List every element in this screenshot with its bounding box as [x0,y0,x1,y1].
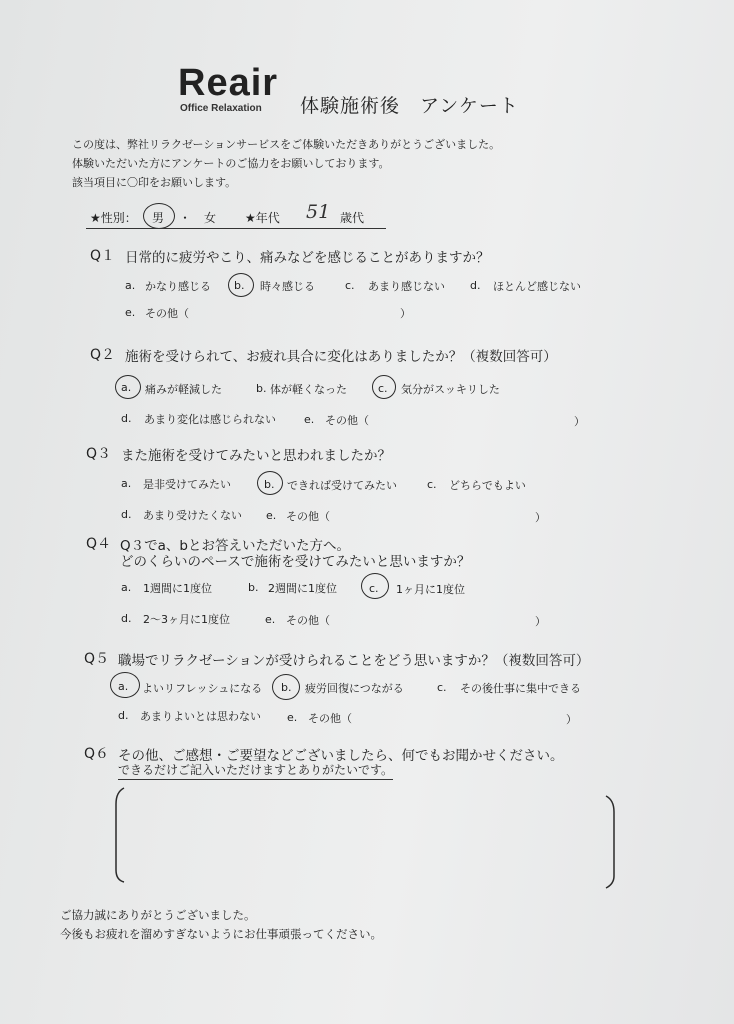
q4-text: Q３でa、bとお答えいただいた方へ。 [120,538,350,554]
q5-number: Q５ [84,651,110,667]
q4-option-d[interactable]: 2～3ヶ月に1度位 [143,613,230,626]
answer-circle-q5-a [110,672,140,698]
q3-number: Q３ [86,446,112,462]
q2-option-e[interactable]: その他（ [325,414,369,427]
intro-line-2: 体験いただいた方にアンケートのご協力をお願いしております。 [72,157,390,170]
q4-option-e-key: e. [265,613,276,626]
q1-option-e-key: e. [125,306,136,319]
q4-text-2: どのくらいのペースで施術を受けてみたいと思いますか？ [120,554,471,570]
q5-option-b[interactable]: 疲労回復につながる [305,682,404,695]
q6-comment-box[interactable] [110,784,630,894]
q3-option-b-key: b. [264,478,275,491]
q1-option-b[interactable]: 時々感じる [260,280,315,293]
comment-bracket-left [116,788,124,882]
gender-option-female[interactable]: 女 [204,211,217,225]
answer-circle-q5-b [272,674,300,700]
q3-option-c[interactable]: どちらでもよい [449,479,526,492]
q2-option-d-key: d. [121,412,132,425]
answer-circle-q4-c [361,573,389,599]
q1-option-a[interactable]: かなり感じる [145,280,211,293]
q6-number: Q６ [84,746,110,762]
q2-option-c[interactable]: 気分がスッキリした [401,383,500,396]
gender-label: ★性別： [90,211,137,225]
q2-option-a-key: a. [121,381,132,394]
answer-circle-q2-a [115,375,141,399]
answer-circle-q2-c [372,375,396,399]
profile-underline [86,228,386,229]
q5-option-c-key: c. [437,681,447,694]
brand-logo: Reair [178,62,279,104]
q5-option-b-key: b. [281,681,292,694]
age-label: ★年代 [245,211,280,225]
q2-text: 施術を受けられて、お疲れ具合に変化はありましたか？（複数回答可） [125,349,557,365]
q1-number: Q１ [90,248,116,264]
q2-option-a[interactable]: 痛みが軽減した [145,383,222,396]
q6-text: その他、ご感想・ご要望などございましたら、何でもお聞かせください。 [118,748,564,764]
q5-option-d[interactable]: あまりよいとは思わない [140,710,261,723]
q4-close-paren: ） [535,615,546,628]
q1-option-e[interactable]: その他（ [145,307,189,320]
q4-option-c[interactable]: 1ヶ月に1度位 [396,583,465,596]
q2-option-c-key: c. [378,382,388,395]
gender-option-male[interactable]: 男 [152,211,165,225]
intro-line-3: 該当項目に〇印をお願いします。 [72,176,237,189]
q1-option-a-key: a. [125,279,136,292]
q4-option-b-key: b. [248,581,259,594]
answer-circle-male [143,203,175,229]
q5-close-paren: ） [566,713,577,726]
q2-close-paren: ） [574,415,585,428]
q2-number: Q２ [90,347,116,363]
gender-separator: ・ [179,211,192,225]
q3-option-b[interactable]: できれば受けてみたい [287,479,397,492]
footer-thanks: ご協力誠にありがとうございました。 [60,908,256,922]
q3-option-d-key: d. [121,508,132,521]
q4-option-e[interactable]: その他（ [286,614,330,627]
q6-request-note: できるだけご記入いただけますとありがたいです。 [118,761,393,780]
q1-option-c-key: c. [345,279,355,292]
q3-text: また施術を受けてみたいと思われましたか？ [121,448,391,464]
q4-option-d-key: d. [121,612,132,625]
q1-text: 日常的に疲労やこり、痛みなどを感じることがありますか？ [125,250,490,266]
comment-bracket-right [606,796,614,888]
q3-option-e[interactable]: その他（ [286,510,330,523]
q5-option-a[interactable]: よいリフレッシュになる [142,682,263,695]
brand-tagline: Office Relaxation [180,103,262,114]
q1-close-paren: ） [400,307,411,320]
q1-option-b-key: b. [234,279,245,292]
q3-option-d[interactable]: あまり受けたくない [143,509,242,522]
answer-circle-q1-b [228,273,254,297]
q3-option-c-key: c. [427,478,437,491]
q4-option-b[interactable]: 2週間に1度位 [268,582,337,595]
q4-option-c-key: c. [369,582,379,595]
q1-option-c[interactable]: あまり感じない [368,280,445,293]
q5-option-e-key: e. [287,711,298,724]
q1-option-d[interactable]: ほとんど感じない [493,280,581,293]
q4-number: Q４ [86,536,112,552]
age-handwritten-value[interactable]: 51 [306,201,331,223]
q4-option-a-key: a. [121,581,132,594]
age-suffix: 歳代 [340,211,365,225]
q5-option-e[interactable]: その他（ [308,712,352,725]
q2-option-b[interactable]: 体が軽くなった [270,383,347,396]
q2-option-d[interactable]: あまり変化は感じられない [144,413,276,426]
q5-text: 職場でリラクゼーションが受けられることをどう思いますか？（複数回答可） [118,653,590,669]
footer-message: 今後もお疲れを溜めすぎないようにお仕事頑張ってください。 [60,927,382,941]
q3-option-a-key: a. [121,477,132,490]
q5-option-a-key: a. [118,680,129,693]
q3-option-a[interactable]: 是非受けてみたい [143,478,231,491]
q5-option-d-key: d. [118,709,129,722]
q4-option-a[interactable]: 1週間に1度位 [143,582,212,595]
answer-circle-q3-b [257,471,283,495]
q2-option-b-key: b. [256,382,267,395]
q1-option-d-key: d. [470,279,481,292]
q3-close-paren: ） [535,511,546,524]
intro-line-1: この度は、弊社リラクゼーションサービスをご体験いただきありがとうございました。 [72,138,501,151]
q2-option-e-key: e. [304,413,315,426]
q3-option-e-key: e. [266,509,277,522]
q5-option-c[interactable]: その後仕事に集中できる [460,682,581,695]
page-title: 体験施術後 アンケート [300,95,519,117]
